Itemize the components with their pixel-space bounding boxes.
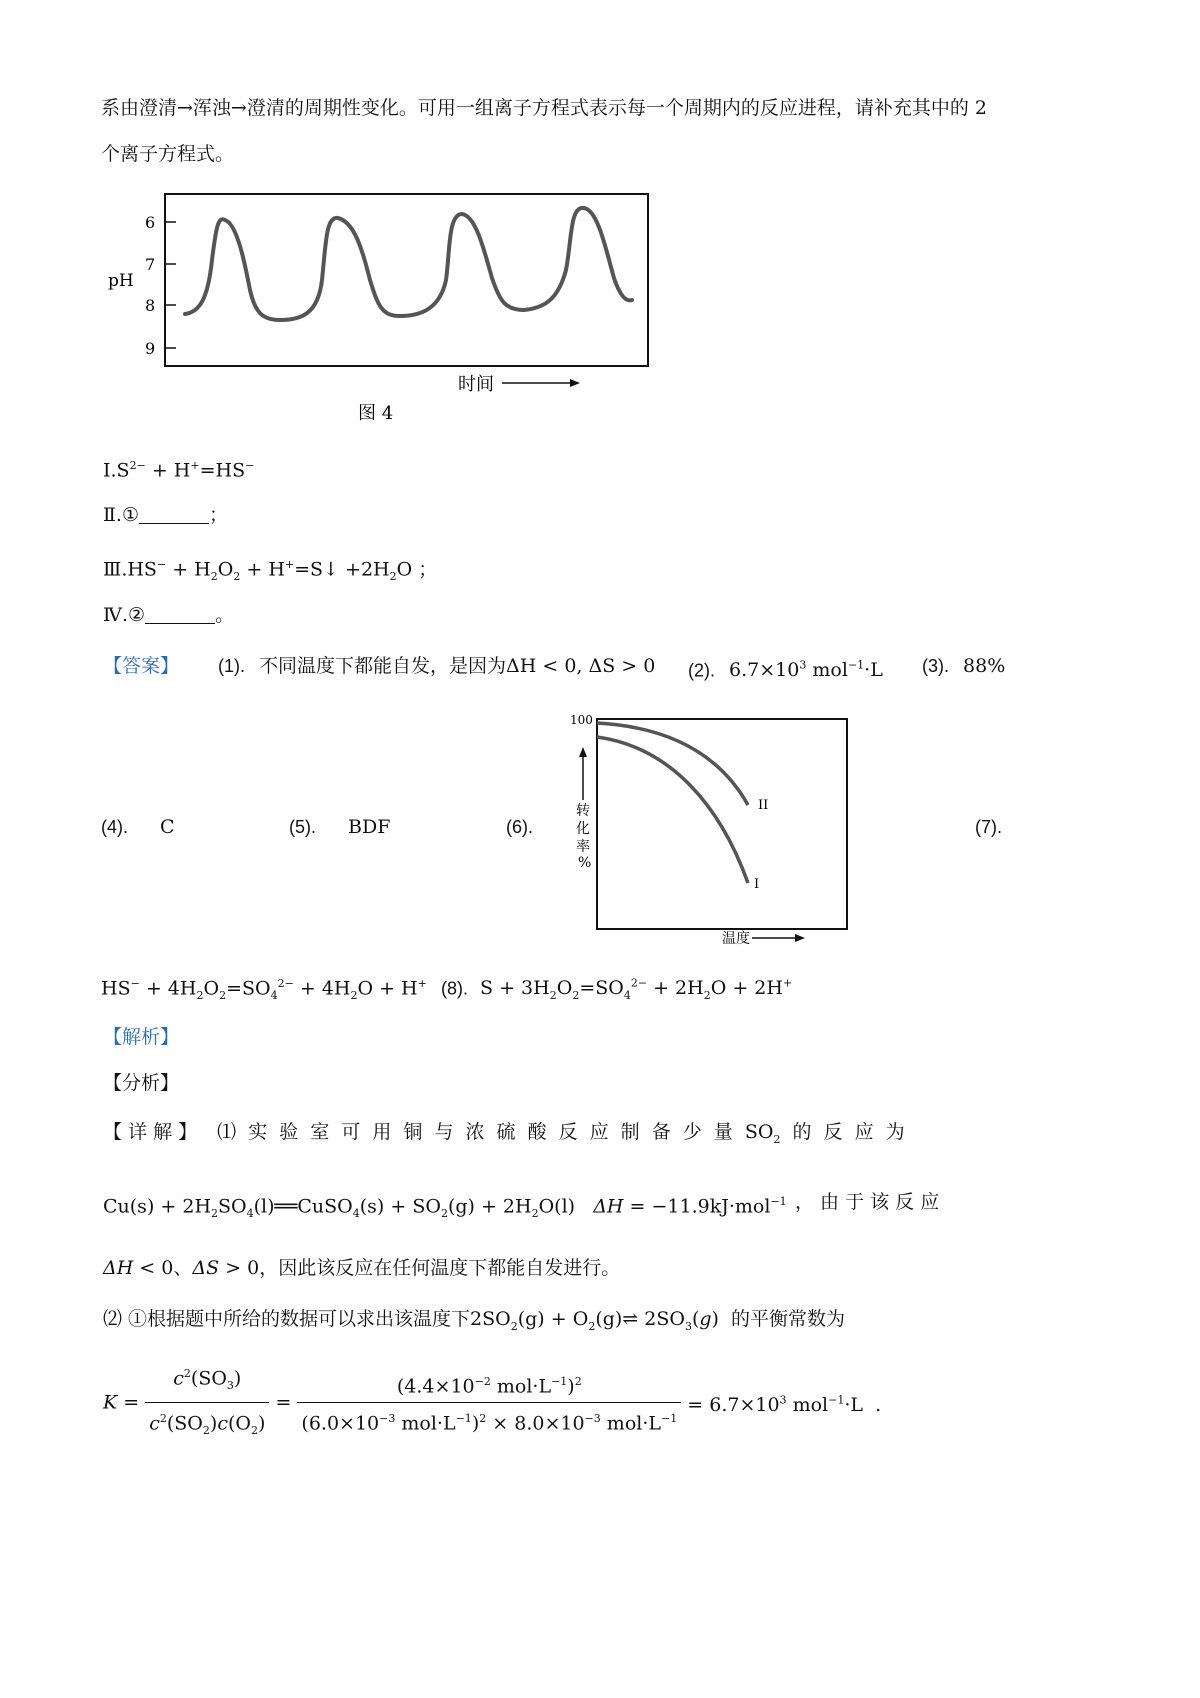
answer-6-label: (6). (506, 817, 533, 837)
answer-2 (688, 654, 883, 682)
step-4-suffix: 。 (215, 604, 235, 626)
answer-5-label: (5). (289, 817, 316, 837)
answer-tag: 【答案】 (103, 655, 180, 677)
answer-5 (289, 815, 390, 839)
xlabel-time: 时间 (458, 374, 494, 395)
ytick-7: 7 (145, 255, 156, 274)
answer-4 (101, 815, 175, 839)
answer-3 (922, 654, 1005, 678)
curve-ii (597, 723, 748, 805)
answer-8 (441, 972, 792, 1008)
curve-i-label: I (754, 877, 760, 892)
answer-1-text: 不同温度下都能自发，是因为ΔH < 0, ΔS > 0 (259, 655, 656, 677)
curve-ii-label: II (758, 798, 769, 813)
ytick-9: 9 (145, 339, 156, 358)
conv-y-arrow-head (579, 747, 587, 757)
analysis-sub: 【分析】 (103, 1072, 180, 1094)
step-4 (103, 603, 234, 627)
ytick-8: 8 (145, 296, 156, 315)
answer-3-text: 88% (963, 655, 1006, 677)
k-frac-1: $\frac{c^2(SO_3)}{c^2(SO_2)c(O_2)}$ (145, 1362, 269, 1443)
k-result: = $6.7\times 10^3$ mol$^{-1}$·L . (687, 1393, 882, 1416)
k-lhs: K = (103, 1391, 140, 1414)
answer-8-label: (8). (441, 978, 468, 999)
ph-time-plot (100, 190, 660, 430)
detail-line-1 (103, 1120, 905, 1152)
conversion-plot (560, 705, 860, 950)
time-arrow-head (570, 379, 580, 387)
step-3: Ⅲ.HS− + $H_2O_2$ + H+=S↓ $+2H_2O$ ； (103, 558, 438, 584)
conv-ytick-100: 100 (570, 713, 593, 727)
step-1: $Ⅰ.S^{2-} + H^+=HS^-$ (103, 459, 255, 482)
answer-5-text: BDF (348, 816, 391, 838)
figure-4 (100, 190, 660, 430)
answer-8-text: $S + 3H_2O_2=SO_4^{2-} + 2H_2O + 2H^+$ (480, 977, 793, 1003)
ytick-6: 6 (145, 213, 156, 232)
answer-2-text: $6.7\times 10^3$ mol$^{-1}$·L (729, 659, 883, 682)
ph-waveform (185, 208, 632, 320)
conv-x-arrow-head (795, 934, 805, 942)
figure-4-caption: 图 4 (358, 403, 394, 424)
step-2-blank[interactable] (139, 505, 209, 524)
detail-tag: 【 详 解 】 (103, 1121, 198, 1143)
detail-line-3: ΔH < 0、ΔS > 0，因此该反应在任何温度下都能自发进行。 (103, 1257, 621, 1279)
step-2-suffix: ； (209, 504, 229, 526)
conv-ylabel: 转 化 率 % (576, 803, 592, 871)
answer-2-label: (2). (688, 660, 715, 681)
detail-eq-tail: ， 由 于 该 反 应 (795, 1191, 940, 1213)
conv-xlabel: 温度 (722, 931, 750, 947)
step-4-blank[interactable] (145, 605, 215, 624)
answer-7-label: (7). (975, 817, 1002, 837)
step-2-prefix: Ⅱ.① (103, 504, 139, 526)
answer-3-label: (3). (922, 656, 949, 676)
step-2 (103, 503, 228, 527)
answer-1 (218, 654, 655, 678)
part-2-line: ⑵ ①根据题中所给的数据可以求出该温度下$2SO_2(g)$ + $O_2(g)\rightleftharpoons$ $2SO_3(g)$ 的平衡常数为 (103, 1308, 846, 1333)
intro-line-2: 个离子方程式。 (101, 143, 235, 165)
intro-line-1: 系由澄清→浑浊→澄清的周期性变化。可用一组离子方程式表示每一个周期内的反应进程，请补充其中的 2 (101, 97, 987, 119)
answer-7-text: $HS^- + 4H_2O_2=SO_4^{2-} + 4H_2O + H^+$ (101, 977, 427, 1003)
detail-eq: $Cu(s) + 2H_2SO_4(l)══CuSO_4(s) + SO_2(g) + 2H_2O(l) \Delta H = -11.9kJ\cdot mol^{-1}$ (103, 1195, 787, 1221)
analysis-tag: 【解析】 (103, 1026, 180, 1048)
answer-1-label: (1). (218, 656, 245, 676)
k-expression: K = $\frac{c^2(SO_3)}{c^2(SO_2)c(O_2)}$ = $\frac{(4.4\times 10^{-2} mol\cdot L^{-1})^2}{(6.0\times 10^{-3} mol\cdot L^{-1})^2 \times 8.0\times 10^{-3} mol\cdot L^{-1}}$ = $6.7\times 10^3$ mol$^{-1}$·L . (103, 1362, 881, 1443)
plot-frame (165, 194, 648, 366)
curve-i (597, 737, 748, 883)
detail-line-1-text: ⑴ 实 验 室 可 用 铜 与 浓 硫 酸 反 应 制 备 少 量 $SO_2$ 的 反 应 为 (217, 1121, 905, 1146)
ylabel-ph: pH (108, 271, 134, 291)
step-4-prefix: Ⅳ.② (103, 604, 146, 626)
k-frac-2: $\frac{(4.4\times 10^{-2} mol\cdot L^{-1})^2}{(6.0\times 10^{-3} mol\cdot L^{-1})^2 \times 8.0\times 10^{-3} mol\cdot L^{-1}}$ (297, 1370, 681, 1436)
conversion-chart (560, 705, 860, 950)
answer-4-text: C (160, 816, 175, 838)
answer-4-label: (4). (101, 817, 128, 837)
